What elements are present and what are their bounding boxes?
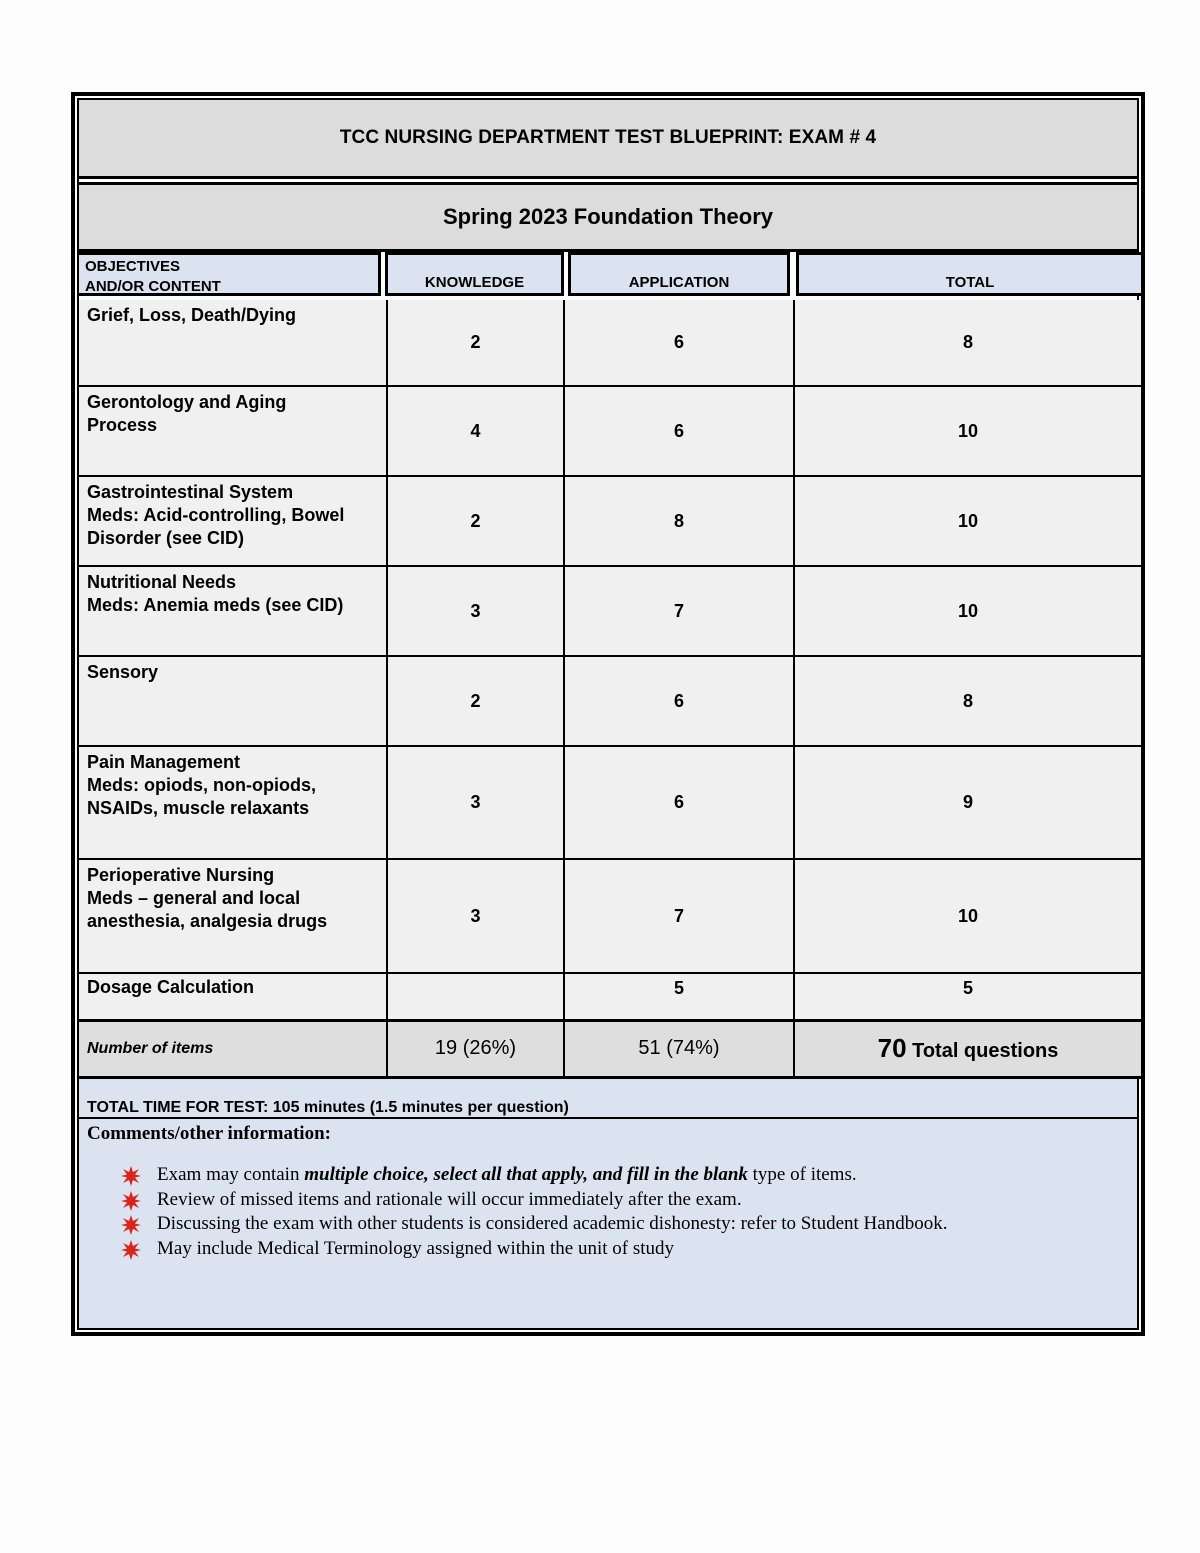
list-item bbox=[121, 1163, 1129, 1188]
page-title: TCC NURSING DEPARTMENT TEST BLUEPRINT: EXAM # 4 bbox=[79, 100, 1137, 179]
starburst-bullet-icon bbox=[121, 1215, 141, 1235]
row-topic bbox=[79, 566, 387, 656]
column-header-row bbox=[79, 252, 1137, 296]
summary-total-number: 70 bbox=[877, 1033, 907, 1063]
application-cell: 6 bbox=[564, 746, 794, 859]
knowledge-cell: 2 bbox=[387, 300, 564, 386]
row-topic bbox=[79, 656, 387, 746]
topic-line: Meds: opiods, non-opiods, bbox=[87, 775, 316, 795]
total-cell: 8 bbox=[794, 656, 1141, 746]
total-time-text: TOTAL TIME FOR TEST: 105 minutes (1.5 minutes per question) bbox=[87, 1099, 569, 1116]
topic-line: Meds: Acid-controlling, Bowel bbox=[87, 505, 345, 525]
topic-line: Meds: Anemia meds (see CID) bbox=[87, 595, 344, 615]
comment-text: Discussing the exam with other students is considered academic dishonesty: refer to Student Handbook. bbox=[157, 1213, 948, 1234]
knowledge-cell: 3 bbox=[387, 859, 564, 973]
row-topic bbox=[79, 300, 387, 386]
header-application bbox=[568, 252, 790, 296]
knowledge-cell bbox=[387, 973, 564, 1020]
knowledge-cell: 2 bbox=[387, 476, 564, 566]
topic-line: Meds – general and local bbox=[87, 888, 301, 908]
topic-line: Dosage Calculation bbox=[87, 977, 255, 997]
application-cell: 6 bbox=[564, 386, 794, 476]
table-row bbox=[79, 300, 1141, 386]
topic-line: Process bbox=[87, 415, 158, 435]
topic-line: NSAIDs, muscle relaxants bbox=[87, 798, 310, 818]
starburst-bullet-icon bbox=[121, 1240, 141, 1260]
header-objectives-line2: AND/OR CONTENT bbox=[85, 278, 221, 295]
header-application-label: APPLICATION bbox=[628, 274, 730, 291]
comment-emphasis: multiple choice, select all that apply, and fill in the blank bbox=[304, 1164, 748, 1185]
table-row bbox=[79, 746, 1141, 859]
knowledge-cell: 3 bbox=[387, 746, 564, 859]
table-row bbox=[79, 656, 1141, 746]
topic-line: Nutritional Needs bbox=[87, 572, 237, 592]
blueprint-grid bbox=[79, 300, 1141, 1079]
topic-line: anesthesia, analgesia drugs bbox=[87, 911, 328, 931]
knowledge-cell: 3 bbox=[387, 566, 564, 656]
topic-line: Gerontology and Aging bbox=[87, 392, 287, 412]
comments-list bbox=[87, 1163, 1129, 1261]
header-objectives bbox=[79, 252, 381, 296]
summary-total-text: Total questions bbox=[906, 1040, 1059, 1062]
comment-text: type of items. bbox=[747, 1164, 857, 1185]
application-cell: 5 bbox=[564, 973, 794, 1020]
row-topic bbox=[79, 859, 387, 973]
table-row bbox=[79, 566, 1141, 656]
topic-line: Gastrointestinal System bbox=[87, 482, 294, 502]
total-time bbox=[79, 1079, 1137, 1119]
summary-application: 51 (74%) bbox=[564, 1020, 794, 1077]
table-row bbox=[79, 859, 1141, 973]
topic-line: Perioperative Nursing bbox=[87, 865, 275, 885]
table-row bbox=[79, 476, 1141, 566]
comments-heading: Comments/other information: bbox=[87, 1123, 331, 1144]
application-cell: 7 bbox=[564, 859, 794, 973]
topic-line: Grief, Loss, Death/Dying bbox=[87, 305, 297, 325]
total-cell: 10 bbox=[794, 386, 1141, 476]
total-cell: 10 bbox=[794, 476, 1141, 566]
application-cell: 8 bbox=[564, 476, 794, 566]
application-cell: 6 bbox=[564, 300, 794, 386]
knowledge-cell: 4 bbox=[387, 386, 564, 476]
list-item bbox=[121, 1188, 1129, 1213]
blueprint-frame bbox=[71, 92, 1145, 1336]
summary-row bbox=[79, 1020, 1141, 1077]
row-topic bbox=[79, 386, 387, 476]
header-total bbox=[796, 252, 1141, 296]
table-row bbox=[79, 973, 1141, 1020]
header-total-label: TOTAL bbox=[945, 274, 995, 291]
starburst-bullet-icon bbox=[121, 1166, 141, 1186]
comment-text: Exam may contain bbox=[157, 1164, 305, 1185]
knowledge-cell: 2 bbox=[387, 656, 564, 746]
row-topic bbox=[79, 476, 387, 566]
topic-line: Disorder (see CID) bbox=[87, 528, 245, 548]
summary-knowledge: 19 (26%) bbox=[387, 1020, 564, 1077]
list-item bbox=[121, 1237, 1129, 1262]
application-cell: 6 bbox=[564, 656, 794, 746]
comment-text: Review of missed items and rationale will occur immediately after the exam. bbox=[157, 1188, 742, 1210]
summary-label: Number of items bbox=[79, 1020, 387, 1077]
comments-section bbox=[79, 1119, 1137, 1328]
row-topic bbox=[79, 746, 387, 859]
summary-total bbox=[794, 1020, 1141, 1077]
total-cell: 5 bbox=[794, 973, 1141, 1020]
total-cell: 8 bbox=[794, 300, 1141, 386]
header-knowledge-label: KNOWLEDGE bbox=[424, 274, 525, 291]
header-objectives-line1: OBJECTIVES bbox=[85, 258, 181, 275]
blueprint-table bbox=[77, 98, 1139, 1330]
total-cell: 10 bbox=[794, 859, 1141, 973]
application-cell: 7 bbox=[564, 566, 794, 656]
total-cell: 10 bbox=[794, 566, 1141, 656]
table-row bbox=[79, 386, 1141, 476]
topic-line: Sensory bbox=[87, 662, 159, 682]
row-topic bbox=[79, 973, 387, 1020]
total-cell: 9 bbox=[794, 746, 1141, 859]
topic-line: Pain Management bbox=[87, 752, 241, 772]
list-item bbox=[121, 1212, 1129, 1237]
page-subtitle: Spring 2023 Foundation Theory bbox=[79, 182, 1137, 252]
comment-text: May include Medical Terminology assigned within the unit of study bbox=[157, 1237, 675, 1259]
header-knowledge bbox=[385, 252, 564, 296]
starburst-bullet-icon bbox=[121, 1191, 141, 1211]
